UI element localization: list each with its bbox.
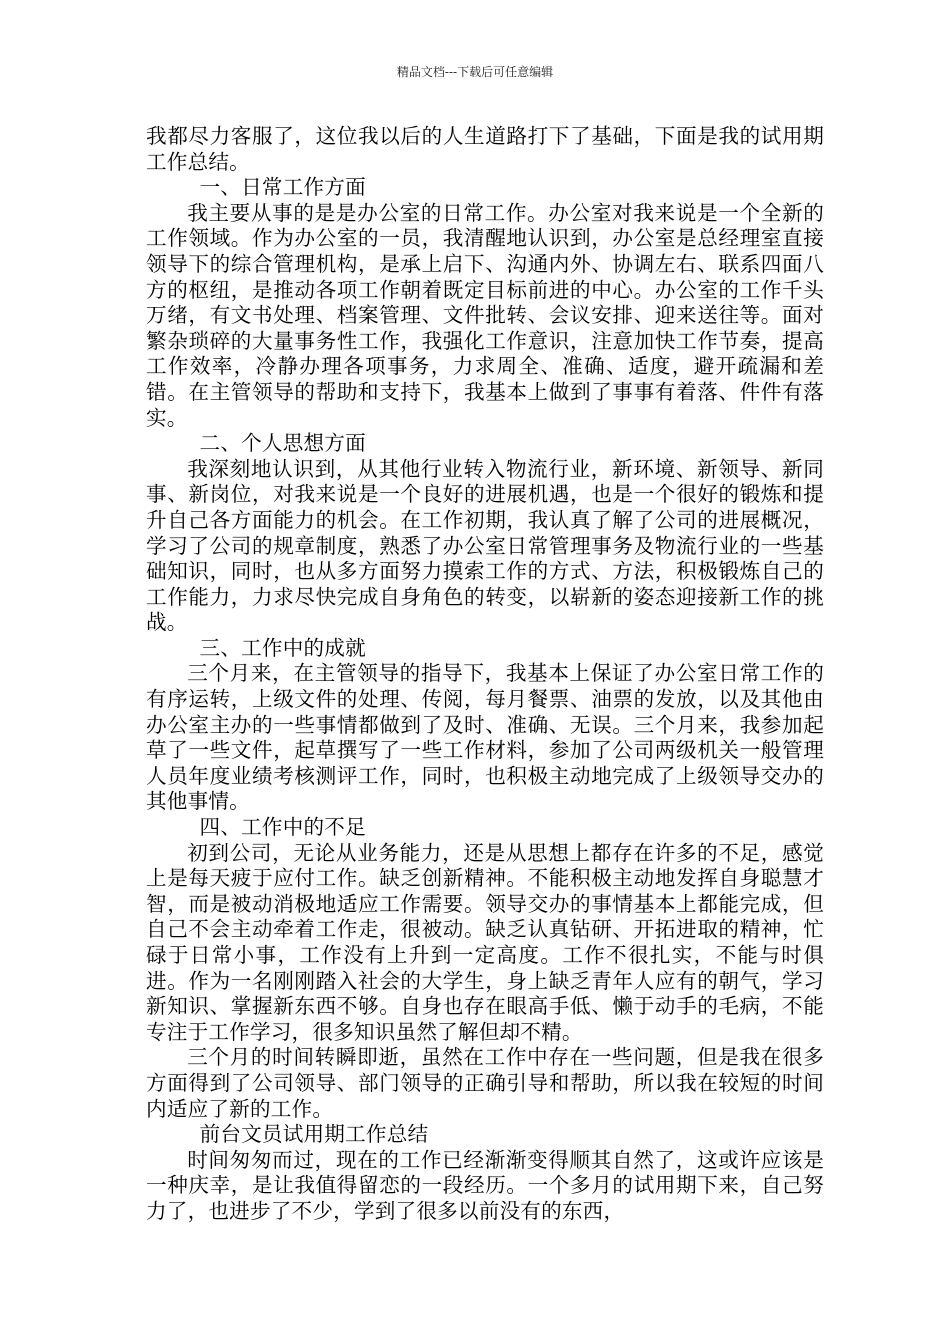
paragraph-conclusion: 三个月的时间转瞬即逝，虽然在工作中存在一些问题，但是我在很多方面得到了公司领导、部门领导的正确引导和帮助，所以我在较短的时间内适应了新的工作。 — [146, 1045, 824, 1121]
paragraph-receptionist-summary: 时间匆匆而过，现在的工作已经渐渐变得顺其自然了，这或许应该是一种庆幸，是让我值得留恋的一段经历。一个多月的试用期下来，自己努力了，也进步了不少，学到了很多以前没有的东西， — [146, 1147, 824, 1223]
paragraph-intro: 我都尽力客服了，这位我以后的人生道路打下了基础，下面是我的试用期工作总结。 — [146, 124, 824, 174]
section-heading-personal-thought: 二、个人思想方面 — [199, 431, 366, 456]
section-heading-daily-work: 一、日常工作方面 — [199, 175, 366, 200]
document-body — [146, 124, 824, 1225]
section-heading-shortcomings: 四、工作中的不足 — [199, 815, 366, 840]
section-heading-receptionist-summary: 前台文员试用期工作总结 — [199, 1122, 429, 1147]
paragraph-shortcomings: 初到公司，无论从业务能力，还是从思想上都存在许多的不足，感觉上是每天疲于应付工作。缺乏创新精神。不能积极主动地发挥自身聪慧才智，而是被动消极地适应工作需要。领导交办的事情基本上都能完成，但自己不会主动牵着工作走，很被动。缺乏认真钻研、开拓进取的精神，忙碌于日常小事，工作没有上升到一定高度。工作不很扎实，不能与时俱进。作为一名刚刚踏入社会的大学生，身上缺乏青年人应有的朝气，学习新知识、掌握新东西不够。自身也存在眼高手低、懒于动手的毛病，不能专注于工作学习，很多知识虽然了解但却不精。 — [146, 840, 824, 1044]
paragraph-personal-thought: 我深刻地认识到，从其他行业转入物流行业，新环境、新领导、新同事、新岗位，对我来说是一个良好的进展机遇，也是一个很好的锻炼和提升自己各方面能力的机会。在工作初期，我认真了解了公司的进展概况，学习了公司的规章制度，熟悉了办公室日常管理事务及物流行业的一些基础知识，同时，也从多方面努力摸索工作的方式、方法，积极锻炼自己的工作能力，力求尽快完成自身角色的转变，以崭新的姿态迎接新工作的挑战。 — [146, 456, 824, 635]
paragraph-achievements: 三个月来，在主管领导的指导下，我基本上保证了办公室日常工作的有序运转，上级文件的处理、传阅，每月餐票、油票的发放，以及其他由办公室主办的一些事情都做到了及时、准确、无误。三个月来，我参加起草了一些文件，起草撰写了一些工作材料，参加了公司两级机关一般管理人员年度业绩考核测评工作，同时，也积极主动地完成了上级领导交办的其他事情。 — [146, 661, 824, 814]
paragraph-daily-work: 我主要从事的是是办公室的日常工作。办公室对我来说是一个全新的工作领域。作为办公室的一员，我清醒地认识到，办公室是总经理室直接领导下的综合管理机构，是承上启下、沟通内外、协调左右、联系四面八方的枢纽，是推动各项工作朝着既定目标前进的中心。办公室的工作千头万绪，有文书处理、档案管理、文件批转、会议安排、迎来送往等。面对繁杂琐碎的大量事务性工作，我强化工作意识，注意加快工作节奏，提高工作效率，冷静办理各项事务，力求周全、准确、适度，避开疏漏和差错。在主管领导的帮助和支持下，我基本上做到了事事有着落、件件有落实。 — [146, 200, 824, 430]
section-heading-achievements: 三、工作中的成就 — [199, 635, 366, 660]
page-header: 精品文档---下载后可任意编辑 — [396, 65, 554, 79]
